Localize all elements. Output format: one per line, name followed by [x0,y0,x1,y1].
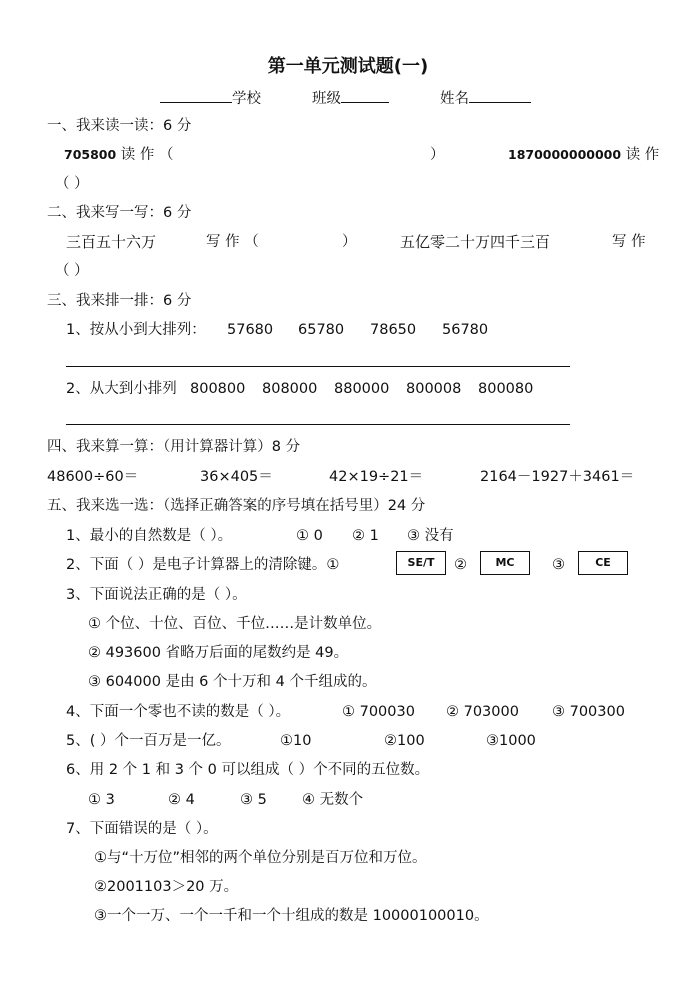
s5-q5-opt2[interactable]: ②100 [384,733,425,749]
s3-q1-label: 1、按从小到大排列： [66,322,206,338]
section-4-heading: 四、我来算一算：（用计算器计算）8 分 [47,439,301,455]
s5-q1-opt1[interactable]: ① 0 [296,528,323,544]
s3-q1-n3: 78650 [370,322,417,338]
s5-q5-opt3[interactable]: ③1000 [486,733,536,749]
s1-read1: 读 作 （ [120,147,174,163]
s2-item2: 五亿零二十万四千三百 [400,233,551,251]
s5-q1-opt2[interactable]: ② 1 [352,528,379,544]
s5-q4-stem: 4、下面一个零也不读的数是（ ）。 [66,704,291,720]
s5-q5-opt1[interactable]: ①10 [280,733,312,749]
class-blank[interactable] [341,88,389,103]
ce-key-box[interactable]: CE [578,551,628,575]
s4-expr-2: 36×405＝ [200,469,273,485]
s5-q2-mark3: ③ [552,557,565,573]
s4-expr-1: 48600÷60＝ [47,469,139,485]
s4-expr-4: 2164－1927＋3461＝ [480,469,635,485]
s1-number-1 [64,145,174,165]
s2-answer-paren[interactable]: （ ） [55,263,89,279]
s5-q7-opt2[interactable]: ②2001103＞20 万。 [94,879,239,895]
s5-q7-opt3[interactable]: ③一个一万、一个一千和一个十组成的数是 10000100010。 [94,908,489,924]
s5-q6-opt4[interactable]: ④ 无数个 [302,792,364,808]
school-blank[interactable] [160,88,232,103]
s3-q2-n1: 800800 [190,381,246,397]
s3-q1-answer-line[interactable] [66,366,570,367]
s5-q1-stem: 1、最小的自然数是（ ）。 [66,528,233,544]
school-label: 学校 [232,91,261,107]
s5-q4-opt1[interactable]: ① 700030 [342,704,415,720]
s3-q2-label: 2、从大到小排列 [66,381,177,397]
header-school [160,88,261,109]
s5-q6-opt2[interactable]: ② 4 [168,792,195,808]
s5-q4-opt3[interactable]: ③ 700300 [552,704,625,720]
s1-close1: ） [430,147,445,163]
name-label: 姓名 [440,91,469,107]
page-title: 第一单元测试题(一) [267,56,429,77]
s5-q5-stem: 5、( ）个一百万是一亿。 [66,733,231,749]
s5-q3-opt1[interactable]: ① 个位、十位、百位、千位……是计数单位。 [88,616,382,632]
s1-number-2 [508,145,659,165]
s3-q2-answer-line[interactable] [66,424,570,425]
s1-answer-paren[interactable]: （ ） [55,176,89,192]
section-2-heading: 二、我来写一写：6 分 [47,205,192,221]
s2-write1: 写 作 （ [206,234,259,250]
s3-q2-n2: 808000 [262,381,318,397]
s2-write2: 写 作 [612,234,646,250]
s5-q2 [66,555,339,575]
mc-key-box[interactable]: MC [480,551,530,575]
s4-expr-3: 42×19÷21＝ [329,469,424,485]
s2-close1: ） [342,234,357,250]
header-class [312,88,389,109]
s1-read2: 读 作 [625,147,660,163]
s5-q2-stem: 2、下面（ ）是电子计算器上的清除键。① [66,557,340,573]
s5-q6-opt3[interactable]: ③ 5 [240,792,267,808]
s5-q3-stem: 3、下面说法正确的是（ ）。 [66,587,247,603]
name-blank[interactable] [469,88,531,103]
header-name [440,88,531,109]
se-t-key-box[interactable]: SE/T [396,551,446,575]
section-1-heading: 一、我来读一读：6 分 [47,118,192,134]
s3-q2-n5: 800080 [478,381,534,397]
s3-q1-n2: 65780 [298,322,345,338]
s5-q1-opt3[interactable]: ③ 没有 [407,528,454,544]
s3-q1 [66,320,206,340]
s5-q7-opt1[interactable]: ①与“十万位”相邻的两个单位分别是百万位和万位。 [94,850,427,866]
s3-q2-n4: 800008 [406,381,462,397]
class-label: 班级 [312,91,341,107]
s5-q2-mark2: ② [454,557,467,573]
s5-q7-stem: 7、下面错误的是（ ）。 [66,821,218,837]
s1-num2: 1870000000000 [508,147,622,162]
section-3-heading: 三、我来排一排：6 分 [47,293,192,309]
section-5-heading: 五、我来选一选：（选择正确答案的序号填在括号里）24 分 [47,498,426,514]
s5-q6-opt1[interactable]: ① 3 [88,792,115,808]
s3-q2-n3: 880000 [334,381,390,397]
s5-q3-opt3[interactable]: ③ 604000 是由 6 个十万和 4 个千组成的。 [88,674,377,690]
s3-q1-n1: 57680 [227,322,274,338]
s5-q6-stem: 6、用 2 个 1 和 3 个 0 可以组成（ ）个不同的五位数。 [66,762,430,778]
s5-q4-opt2[interactable]: ② 703000 [446,704,519,720]
s1-num1: 705800 [64,147,117,162]
s3-q1-n4: 56780 [442,322,489,338]
s5-q3-opt2[interactable]: ② 493600 省略万后面的尾数约是 49。 [88,645,349,661]
s2-item1: 三百五十六万 [66,233,157,251]
